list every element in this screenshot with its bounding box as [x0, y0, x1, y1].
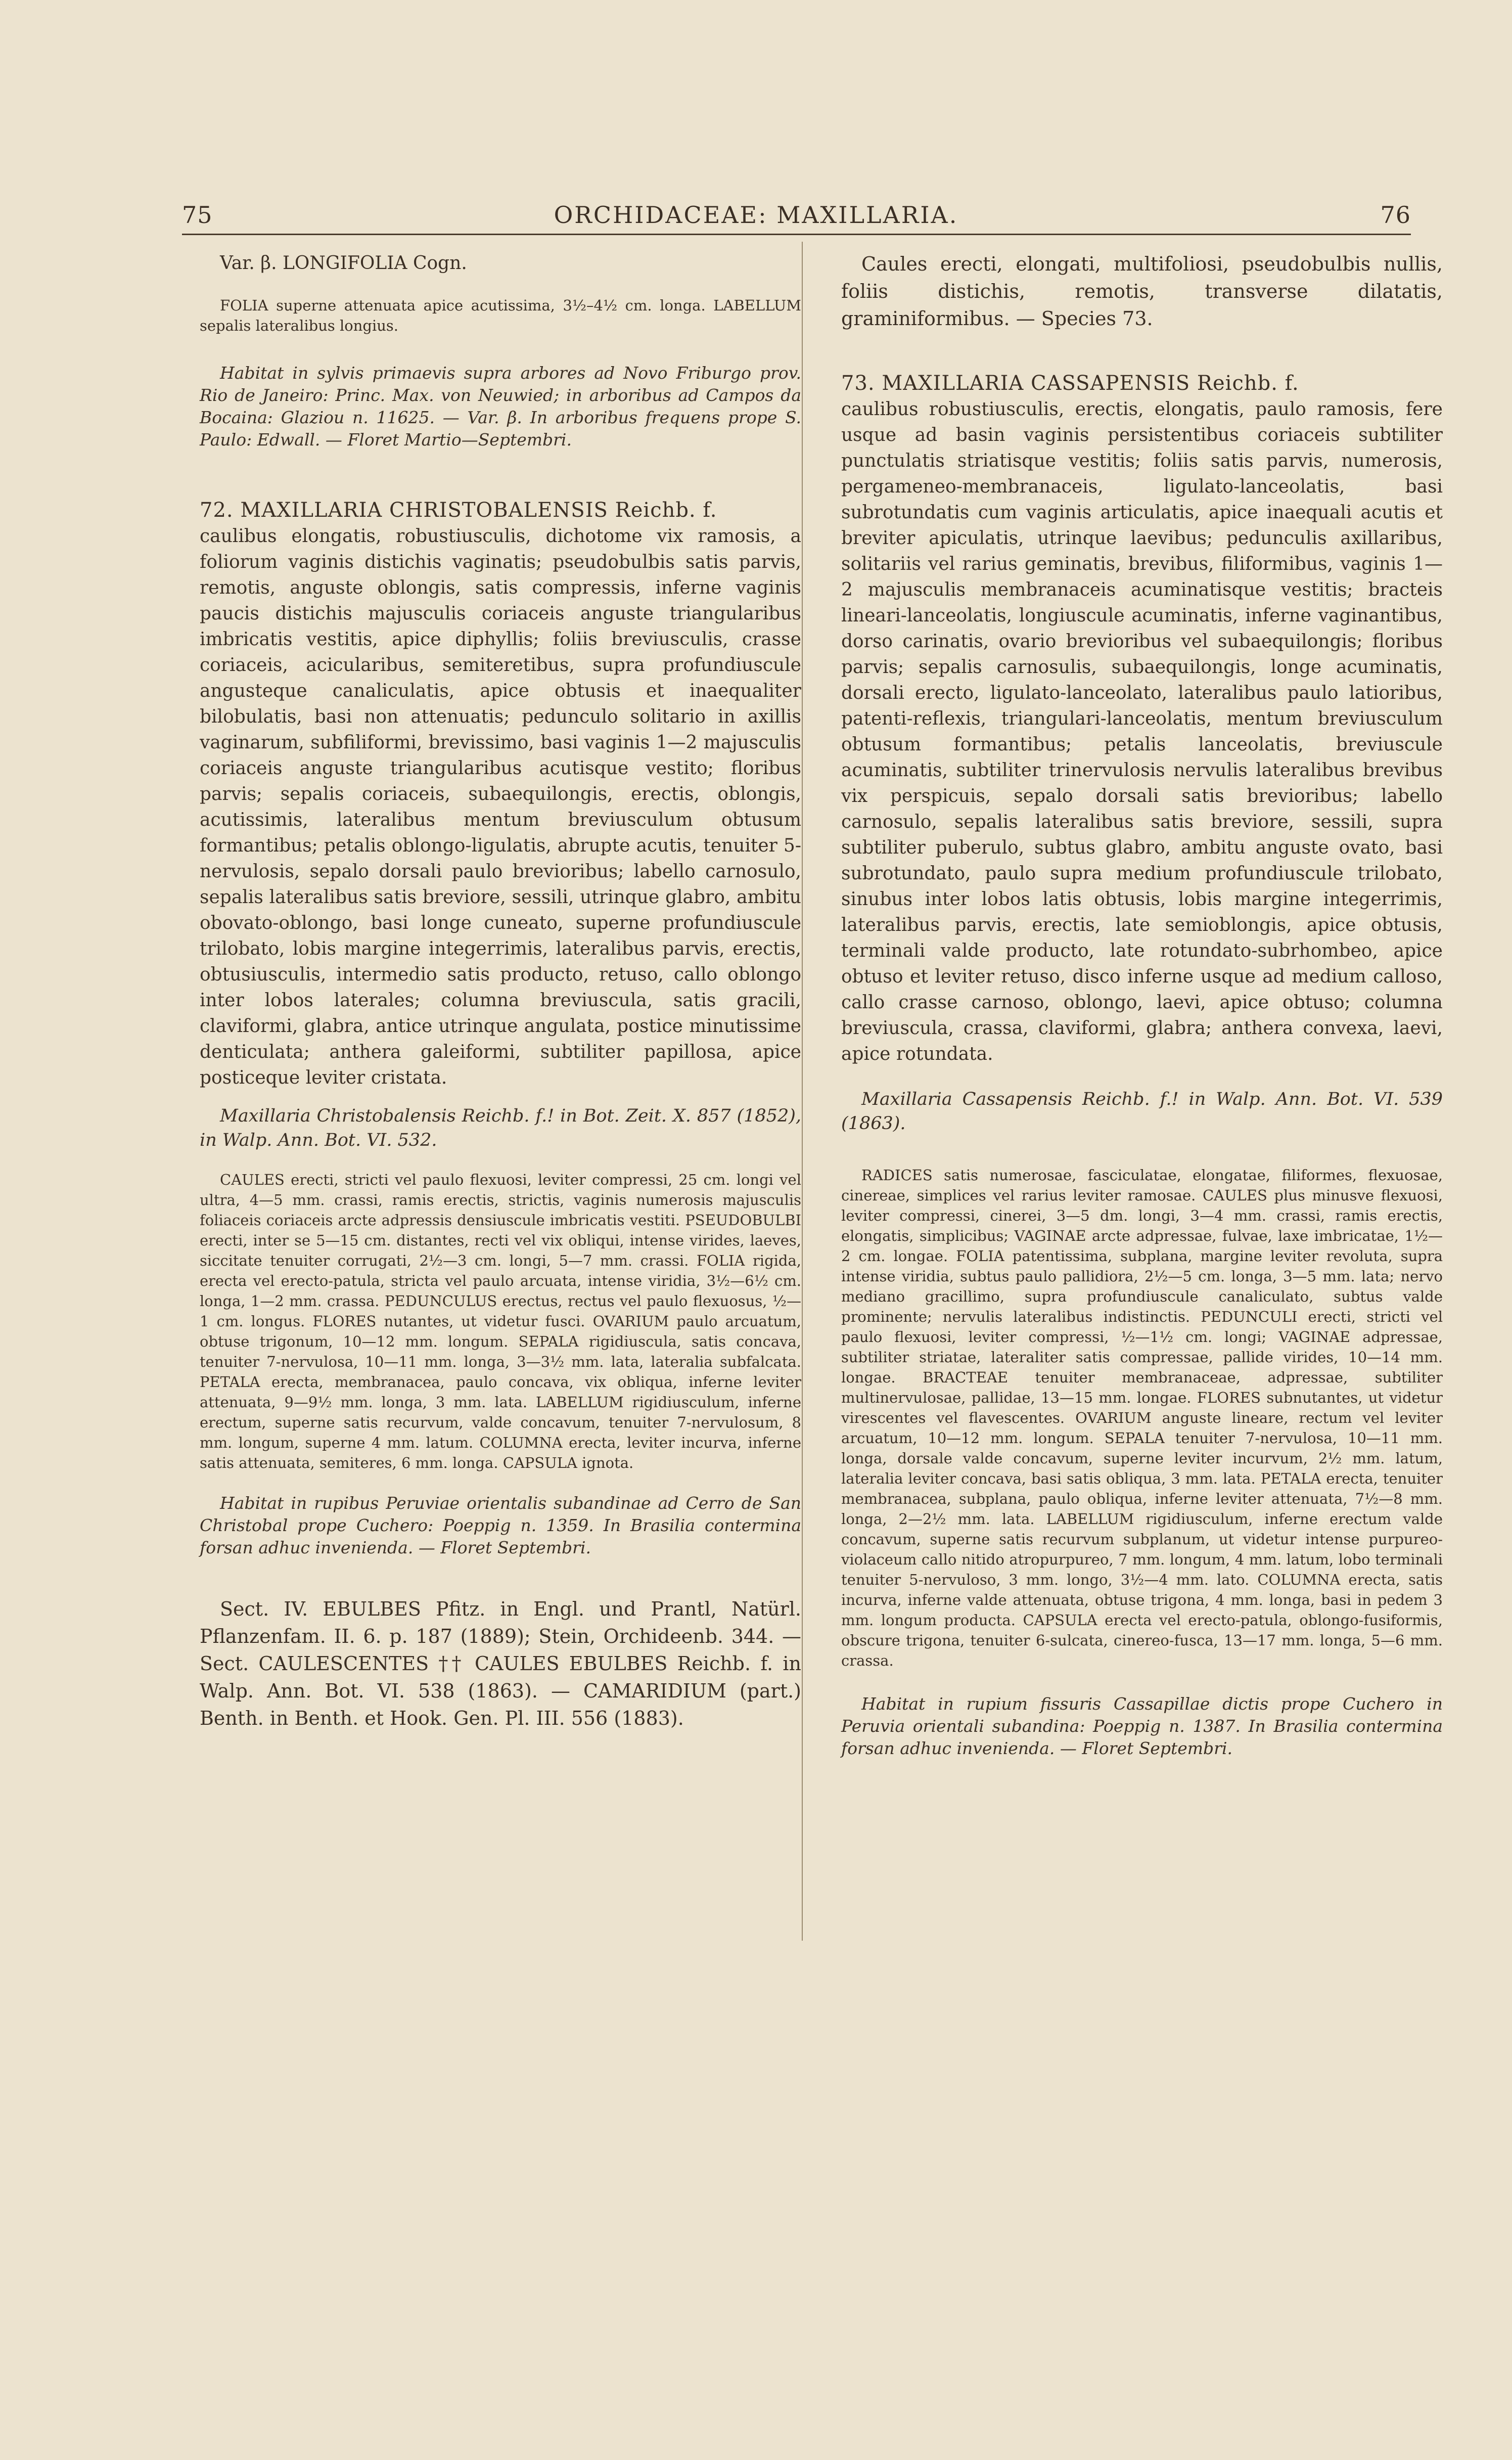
species-72-habitat: Habitat in rupibus Peruviae orientalis subandinae ad Cerro de San Christobal prope Cuchero: Poeppig n. 1359. In Brasilia contermina forsan adhuc invenienda. — Floret Septembri.	[200, 1493, 801, 1557]
page-number-left: 75	[182, 201, 213, 229]
species-72-details: CAULES erecti, stricti vel paulo flexuosi, leviter compressi, 25 cm. longi vel ultra, 4—5 mm. crassi, ramis erectis, strictis, vaginis numerosis majusculis foliaceis coriaceis arcte adpressis densiuscule imbricatis vestiti. PSEUDOBULBI erecti, inter se 5—15 cm. distantes, recti vel vix obliqui, intense virides, laeves, siccitate tenuiter corrugati, 2½—3 cm. longi, 5—7 mm. crassi. FOLIA rigida, erecta vel erecto-patula, stricta vel paulo arcuata, intense viridia, 3½—6½ cm. longa, 1—2 mm. crassa. PEDUNCULUS erectus, rectus vel paulo flexuosus, ½—1 cm. longus. FLORES nutantes, ut videtur fusci. OVARIUM paulo arcuatum, obtuse trigonum, 10—12 mm. longum. SEPALA rigidiuscula, satis concava, tenuiter 7-nervulosa, 10—11 mm. longa, 3—3½ mm. lata, lateralia subfalcata. PETALA erecta, membranacea, paulo concava, vix obliqua, inferne leviter attenuata, 9—9½ mm. longa, 3 mm. lata. LABELLUM rigidiusculum, inferne erectum, superne satis recurvum, valde concavum, tenuiter 7-nervulosum, 8 mm. longum, superne 4 mm. latum. COLUMNA erecta, leviter incurva, inferne satis attenuata, semiteres, 6 mm. longa. CAPSULA ignota.	[200, 1171, 801, 1471]
habitat-maxillaria-71: Habitat in sylvis primaevis supra arbores ad Novo Friburgo prov. Rio de Janeiro: Princ. Max. von Neuwied; in arboribus ad Campos da Bocaina: Glaziou n. 11625. — Var. β. In arboribus frequens prope S. Paulo: Edwall. — Floret Martio—Septembri.	[200, 363, 801, 450]
species-72-heading: 72. MAXILLARIA CHRISTOBALENSIS Reichb. f.	[200, 499, 717, 522]
species-72-citation: Maxillaria Christobalensis Reichb. f.! in Bot. Zeit. X. 857 (1852), in Walp. Ann. Bot. VI. 532.	[200, 1106, 801, 1150]
section-ebulbes: Sect. IV. EBULBES Pfitz. in Engl. und Prantl, Natürl. Pflanzenfam. II. 6. p. 187 (1889); Stein, Orchideenb. 344. — Sect. CAULESCENTES †† CAULES EBULBES Reichb. f. in Walp. Ann. Bot. VI. 538 (1863). — CAMARIDIUM (part.) Benth. in Benth. et Hook. Gen. Pl. III. 556 (1883).	[200, 1598, 801, 1729]
right-column	[841, 250, 1443, 1760]
left-column	[200, 250, 801, 1732]
page-number-right: 76	[1380, 201, 1411, 229]
species-73-description: caulibus robustiusculis, erectis, elongatis, paulo ramosis, fere usque ad basin vaginis persistentibus coriaceis subtiliter punctulatis striatisque vestitis; foliis satis parvis, numerosis, pergameneo-membranaceis, ligulato-lanceolatis, basi subrotundatis cum vaginis articulatis, apice inaequali acutis et breviter apiculatis, utrinque laevibus; pedunculis axillaribus, solitariis vel rarius geminatis, brevibus, filiformibus, vaginis 1—2 majusculis membranaceis acuminatisque vestitis; bracteis lineari-lanceolatis, longiuscule acuminatis, inferne vaginantibus, dorso carinatis, ovario brevioribus vel subaequilongis; floribus parvis; sepalis carnosulis, subaequilongis, longe acuminatis, dorsali erecto, ligulato-lanceolato, lateralibus paulo latioribus, patenti-reflexis, triangulari-lanceolatis, mentum breviusculum obtusum formantibus; petalis lanceolatis, breviuscule acuminatis, subtiliter trinervulosis nervulis lateralibus brevibus vix perspicuis, sepalo dorsali satis brevioribus; labello carnosulo, sepalis lateralibus satis breviore, sessili, supra subtiliter puberulo, subtus glabro, ambitu anguste ovato, basi subrotundato, paulo supra medium profundiuscule trilobato, sinubus inter lobos latis obtusis, lobis margine integerrimis, lateralibus parvis, erectis, late semioblongis, apice obtusis, terminali valde producto, late rotundato-subrhombeo, apice obtuso et leviter retuso, disco inferne usque ad medium calloso, callo crasse carnoso, oblongo, laevi, apice obtuso; columna breviuscula, crassa, claviformi, glabra; anthera convexa, laevi, apice rotundata.	[841, 399, 1443, 1064]
species-72-description: caulibus elongatis, robustiusculis, dichotome vix ramosis, a foliorum vaginis distichis vaginatis; pseudobulbis satis parvis, remotis, anguste oblongis, satis compressis, inferne vaginis paucis distichis majusculis coriaceis anguste triangularibus imbricatis vestitis, apice diphyllis; foliis breviusculis, crasse coriaceis, acicularibus, semiteretibus, supra profundiuscule angusteque canaliculatis, apice obtusis et inaequaliter bilobulatis, basi non attenuatis; pedunculo solitario in axillis vaginarum, subfiliformi, brevissimo, basi vaginis 1—2 majusculis coriaceis anguste triangularibus acutisque vestito; floribus parvis; sepalis coriaceis, subaequilongis, erectis, oblongis, acutissimis, lateralibus mentum breviusculum obtusum formantibus; petalis oblongo-ligulatis, abrupte acutis, tenuiter 5-nervulosis, sepalo dorsali paulo brevioribus; labello carnosulo, sepalis lateralibus satis breviore, sessili, utrinque glabro, ambitu obovato-oblongo, basi longe cuneato, superne profundiuscule trilobato, lobis margine integerrimis, lateralibus parvis, erectis, obtusiusculis, intermedio satis producto, retuso, callo oblongo inter lobos laterales; columna breviuscula, satis gracili, claviformi, glabra, antice utrinque angulata, postice minutissime denticulata; anthera galeiformi, subtiliter papillosa, apice posticeque leviter cristata.	[200, 526, 801, 1088]
section-intro: Caules erecti, elongati, multifoliosi, pseudobulbis nullis, foliis distichis, remotis, transverse dilatatis, graminiformibus. — Species 73.	[841, 253, 1443, 330]
column-separator	[802, 242, 803, 1941]
species-73-heading: 73. MAXILLARIA CASSAPENSIS Reichb. f.	[841, 372, 1299, 395]
running-title: ORCHIDACEAE: MAXILLARIA.	[554, 201, 958, 229]
variety-line: Var. β. LONGIFOLIA Cogn.	[220, 253, 467, 274]
header-rule	[182, 234, 1411, 235]
species-73-habitat: Habitat in rupium fissuris Cassapillae dictis prope Cuchero in Peruvia orientali subandina: Poeppig n. 1387. In Brasilia contermina forsan adhuc invenienda. — Floret Septembri.	[841, 1694, 1443, 1758]
variety-description: FOLIA superne attenuata apice acutissima, 3½–4½ cm. longa. LABELLUM sepalis lateralibus longius.	[200, 297, 801, 334]
species-73-citation: Maxillaria Cassapensis Reichb. f.! in Walp. Ann. Bot. VI. 539 (1863).	[841, 1089, 1443, 1134]
species-73-details: RADICES satis numerosae, fasciculatae, elongatae, filiformes, flexuosae, cinereae, simplices vel rarius leviter ramosae. CAULES plus minusve flexuosi, leviter compressi, cinerei, 3—5 dm. longi, 3—4 mm. crassi, ramis erectis, elongatis, simplicibus; VAGINAE arcte adpressae, fulvae, laxe imbricatae, 1½—2 cm. longae. FOLIA patentissima, subplana, margine leviter revoluta, supra intense viridia, subtus paulo pallidiora, 2½—5 cm. longa, 3—5 mm. lata; nervo mediano gracillimo, supra profundiuscule canaliculato, subtus valde prominente; nervulis lateralibus indistinctis. PEDUNCULI erecti, stricti vel paulo flexuosi, leviter compressi, ½—1½ cm. longi; VAGINAE adpressae, subtiliter striatae, lateraliter satis compressae, pallide virides, 10—14 mm. longae. BRACTEAE tenuiter membranaceae, adpressae, subtiliter multinervulosae, pallidae, 13—15 mm. longae. FLORES subnutantes, ut videtur virescentes vel flavescentes. OVARIUM anguste lineare, rectum vel leviter arcuatum, 10—12 mm. longum. SEPALA tenuiter 7-nervulosa, 10—11 mm. longa, dorsale valde concavum, superne leviter incurvum, 2½ mm. latum, lateralia leviter concava, basi satis obliqua, 3 mm. lata. PETALA erecta, tenuiter membranacea, subplana, paulo obliqua, inferne leviter attenuata, 7½—8 mm. longa, 2—2½ mm. lata. LABELLUM rigidiusculum, inferne erectum valde concavum, superne satis recurvum subplanum, ut videtur intense purpureo-violaceum callo nitido atropurpureo, 7 mm. longum, 4 mm. latum, lobo terminali tenuiter 5-nervuloso, 3 mm. longo, 3½—4 mm. lato. COLUMNA erecta, satis incurva, inferne valde attenuata, obtuse trigona, 4 mm. longa, basi in pedem 3 mm. longum producta. CAPSULA erecta vel erecto-patula, oblongo-fusiformis, obscure trigona, tenuiter 6-sulcata, cinereo-fusca, 13—17 mm. longa, 5—6 mm. crassa.	[841, 1167, 1443, 1669]
